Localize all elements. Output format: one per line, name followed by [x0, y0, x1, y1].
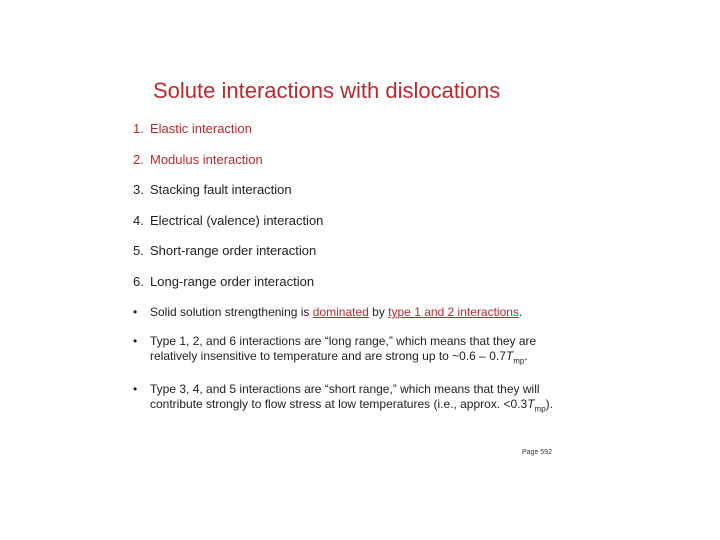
type-interactions-link[interactable]: type 1 and 2 interactions — [388, 305, 519, 319]
list-item — [133, 213, 323, 244]
bullet-text: Type 1, 2, and 6 interactions are “long range,” which means that they are relatively insensitive to temperature and are strong up to ~0.6 – 0.7 — [150, 334, 537, 363]
bullet-item — [133, 305, 563, 320]
list-item — [133, 121, 323, 152]
list-item — [133, 274, 323, 305]
list-item — [133, 182, 323, 213]
bullet-item — [133, 334, 563, 368]
bullet-symbol: • — [133, 382, 138, 397]
list-text: Electrical (valence) interaction — [150, 212, 324, 228]
bullet-list — [133, 305, 563, 431]
list-text: Long-range order interaction — [150, 273, 315, 289]
bullet-text: Solid solution strengthening is — [150, 305, 313, 319]
numbered-list — [133, 121, 323, 305]
list-item — [133, 243, 323, 274]
list-text: Short-range order interaction — [150, 243, 317, 259]
dominated-link[interactable]: dominated — [312, 305, 369, 319]
bullet-text: . — [518, 305, 523, 319]
list-text: Modulus interaction — [150, 151, 263, 167]
list-number: 5. — [133, 243, 144, 259]
list-number: 3. — [133, 182, 144, 198]
list-text: Stacking fault interaction — [150, 182, 292, 198]
page-number: Page 592 — [522, 449, 552, 456]
temperature-subscript: mp — [513, 356, 525, 366]
temperature-symbol: T — [505, 349, 514, 363]
bullet-item — [133, 382, 563, 416]
bullet-symbol: • — [133, 305, 138, 319]
temperature-symbol: T — [527, 397, 535, 412]
list-number: 6. — [133, 273, 144, 289]
list-item — [133, 152, 323, 183]
list-number: 4. — [133, 212, 144, 228]
list-text: Elastic interaction — [150, 121, 252, 136]
list-number: 1. — [133, 121, 144, 136]
bullet-text: by — [368, 305, 389, 319]
bullet-text: . — [524, 349, 528, 363]
bullet-symbol: • — [133, 334, 138, 348]
temperature-subscript: mp — [534, 404, 546, 414]
page-title: Solute interactions with dislocations — [153, 78, 501, 103]
bullet-text: Type 3, 4, and 5 interactions are “short range,” which means that they will contribute strongly to flow stress at low temperatures (i.e., approx. <0.3 — [150, 382, 540, 412]
list-number: 2. — [133, 151, 144, 167]
bullet-text: ). — [545, 397, 553, 412]
